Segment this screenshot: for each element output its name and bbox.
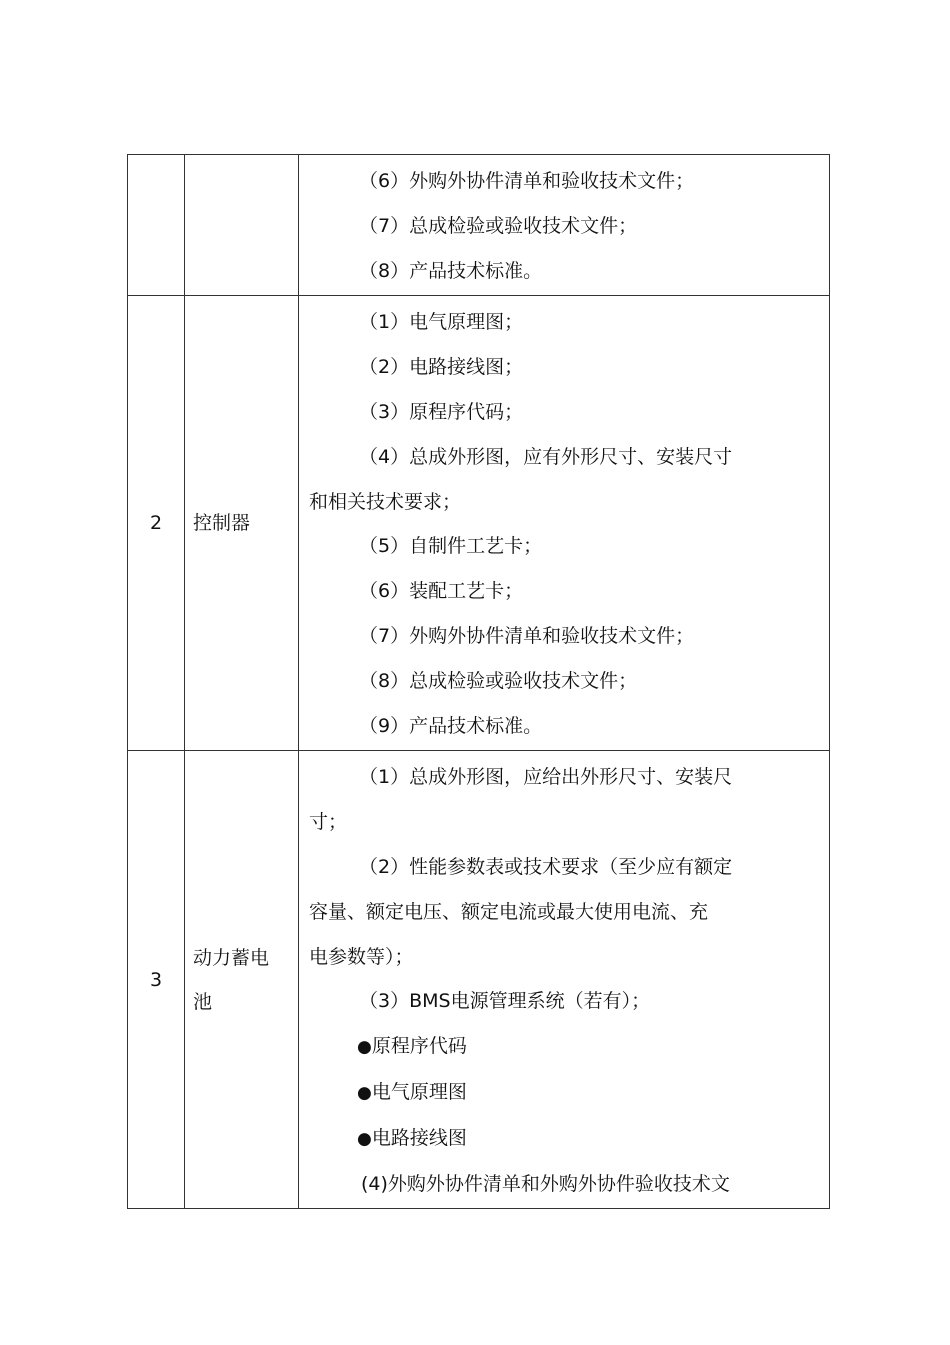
bullet-text: 电气原理图 [371,1080,467,1103]
list-item-continuation: 寸； [309,811,348,834]
bullet-item [309,1070,817,1116]
table-row [128,155,830,296]
row-number-cell: 3 [128,751,185,1209]
table-row [128,751,830,1209]
list-item: （8）总成检验或验收技术文件； [359,669,638,692]
document-table [127,154,830,1209]
bullet-item [309,1116,817,1162]
list-item-continuation: 容量、额定电压、额定电流或最大使用电流、充 [309,900,709,923]
bullet-text: 电路接线图 [371,1126,467,1149]
list-item: （8）产品技术标准。 [359,259,543,282]
list-item: （9）产品技术标准。 [359,714,543,737]
bullet-icon: ● [357,1037,372,1058]
list-item: （4）总成外形图，应有外形尺寸、安装尺寸 [359,445,733,468]
list-item-continuation: 和相关技术要求； [309,490,462,513]
list-item-continuation: 电参数等）； [309,945,414,968]
list-item: （3）BMS电源管理系统（若有）； [359,990,651,1013]
list-item: （2）电路接线图； [359,356,524,379]
requirements-cell [299,296,830,751]
requirements-cell [299,155,830,296]
item-name-line: 池 [193,990,213,1013]
list-item: （7）总成检验或验收技术文件； [359,214,638,237]
requirements-cell [299,751,830,1209]
list-item: （6）装配工艺卡； [359,580,524,603]
bullet-text: 原程序代码 [371,1035,467,1058]
list-item: （6）外购外协件清单和验收技术文件； [359,170,695,192]
list-item: （3）原程序代码； [359,400,524,423]
item-name-line: 动力蓄电 [193,946,270,969]
item-name-cell: 控制器 [185,296,299,751]
bullet-item [309,1024,817,1070]
item-name-cell [185,751,299,1209]
bullet-icon: ● [357,1082,372,1103]
row-number-cell: 2 [128,296,185,751]
list-item: （2）性能参数表或技术要求（至少应有额定 [359,855,733,878]
list-item: （1）总成外形图，应给出外形尺寸、安装尺 [359,766,733,789]
table-row [128,296,830,751]
bullet-icon: ● [357,1128,372,1149]
item-name-cell [185,155,299,296]
list-item: （1）电气原理图； [359,311,524,334]
list-item: (4)外购外协件清单和外购外协件验收技术文 [361,1172,730,1195]
list-item: （5）自制件工艺卡； [359,535,543,558]
list-item: （7）外购外协件清单和验收技术文件； [359,624,695,647]
row-number-cell [128,155,185,296]
